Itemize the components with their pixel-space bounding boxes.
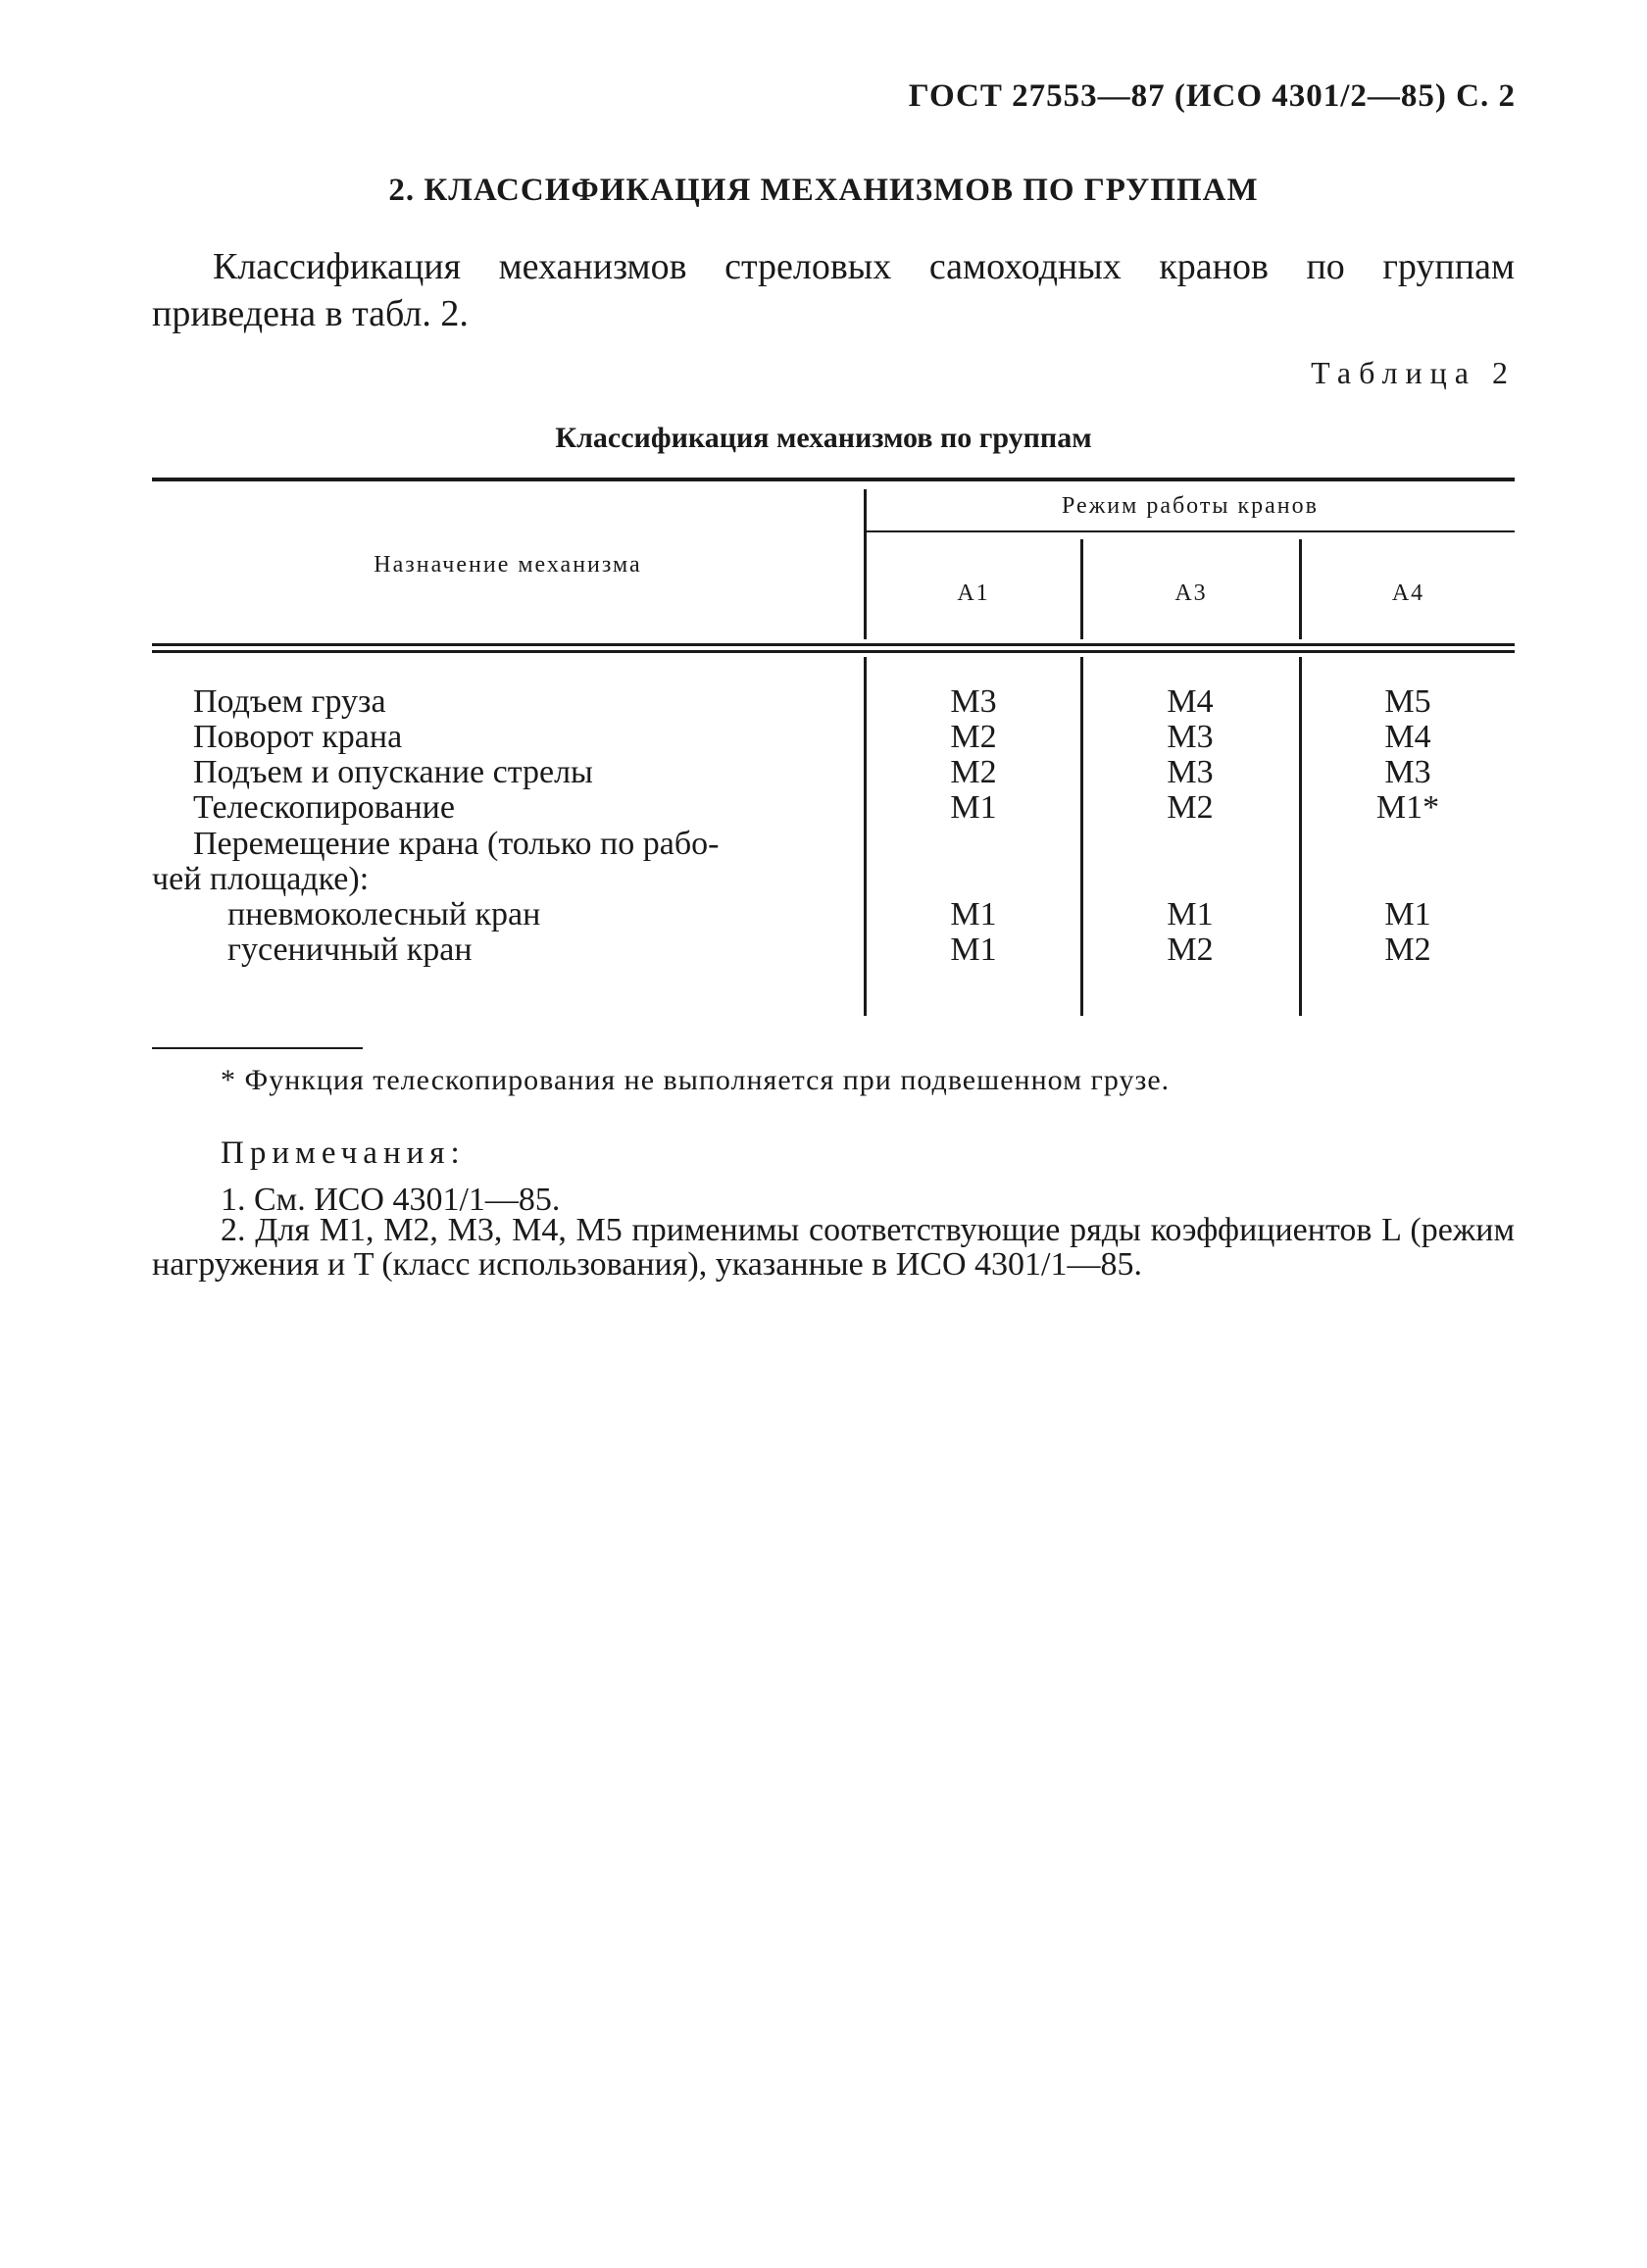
row-label-boom-luffing: Подъем и опускание стрелы — [193, 754, 593, 790]
row-label-travel: Перемещение крана (только по рабо- — [193, 826, 720, 862]
cell-value: М1 — [950, 932, 997, 968]
cell-value: М3 — [1384, 754, 1431, 790]
row-label-telescoping: Телескопирование — [193, 789, 455, 826]
header-bottom-rule-2 — [152, 650, 1515, 653]
cell-value: М3 — [950, 683, 997, 720]
cell-value: М2 — [950, 719, 997, 755]
column-header-a3: А3 — [1174, 580, 1208, 606]
row-label-slewing: Поворот крана — [193, 719, 403, 755]
table-top-rule — [152, 478, 1515, 481]
cell-value: М2 — [1384, 932, 1431, 968]
cell-value: М2 — [950, 754, 997, 790]
notes-title: Примечания: — [221, 1135, 466, 1171]
cell-value: М1* — [1375, 789, 1440, 826]
column-header-purpose: Назначение механизма — [374, 552, 642, 578]
footnote-separator — [152, 1047, 363, 1049]
body-divider-purpose — [864, 657, 867, 1016]
footnote: * Функция телескопирования не выполняется при подвешенном грузе. — [221, 1064, 1171, 1096]
cell-value: М2 — [1167, 789, 1214, 826]
note-2: 2. Для М1, М2, М3, М4, М5 применимы соответствующие ряды коэффициентов L (режим нагружения и T (класс использования), указанные в ИСО 4301/1—85. — [152, 1212, 1515, 1283]
column-header-a4: А4 — [1391, 580, 1425, 606]
body-divider-a1-a3 — [1080, 657, 1083, 1016]
cell-value: М1 — [1167, 896, 1214, 932]
cell-value: М5 — [1384, 683, 1431, 720]
mode-subheader-rule — [866, 530, 1515, 532]
table-caption: Классификация механизмов по группам — [555, 422, 1092, 454]
body-divider-a3-a4 — [1299, 657, 1302, 1016]
document-header: ГОСТ 27553—87 (ИСО 4301/2—85) С. 2 — [908, 78, 1516, 114]
intro-paragraph: Классификация механизмов стреловых самоходных кранов по группам приведена в табл. 2. — [152, 246, 1515, 334]
column-header-a1: А1 — [957, 580, 990, 606]
header-bottom-rule-1 — [152, 643, 1515, 646]
cell-value: М4 — [1167, 683, 1214, 720]
row-label-wheeled-crane: пневмоколесный кран — [227, 896, 541, 932]
cell-value: М3 — [1167, 754, 1214, 790]
section-title: 2. КЛАССИФИКАЦИЯ МЕХАНИЗМОВ ПО ГРУППАМ — [388, 173, 1259, 208]
cell-value: М1 — [950, 896, 997, 932]
column-header-mode: Режим работы кранов — [1062, 493, 1319, 519]
table-number: Таблица 2 — [1311, 355, 1516, 390]
cell-value: М3 — [1167, 719, 1214, 755]
cell-value: М4 — [1384, 719, 1431, 755]
row-label-travel-continued: чей площадке): — [152, 861, 370, 897]
cell-value: М1 — [1384, 896, 1431, 932]
cell-value: М1 — [950, 789, 997, 826]
row-label-load-lifting: Подъем груза — [193, 683, 386, 720]
row-label-crawler-crane: гусеничный кран — [227, 932, 473, 968]
note-1: 1. См. ИСО 4301/1—85. — [221, 1182, 561, 1218]
cell-value: М2 — [1167, 932, 1214, 968]
